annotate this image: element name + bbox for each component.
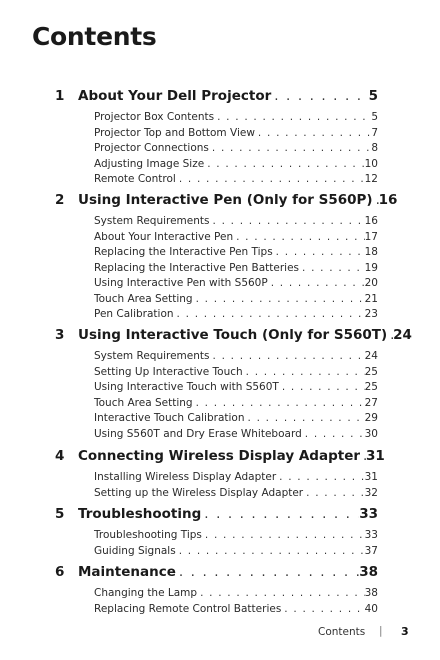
- section-page-number: 37: [364, 544, 378, 557]
- toc-section-entry[interactable]: [94, 215, 378, 230]
- toc-section-entry[interactable]: [94, 350, 378, 365]
- section-title: About Your Interactive Pen: [94, 230, 234, 243]
- section-title: Adjusting Image Size: [94, 157, 205, 170]
- section-title: Projector Top and Bottom View: [94, 126, 255, 139]
- toc-section-entry[interactable]: [94, 587, 378, 602]
- toc-section-entry[interactable]: [94, 277, 378, 292]
- toc-section-entry[interactable]: [94, 529, 378, 544]
- dot-leader: [197, 587, 365, 599]
- dot-leader: [273, 246, 365, 258]
- dot-leader: [255, 127, 371, 139]
- dot-leader: [210, 215, 365, 227]
- toc-section-entry[interactable]: [94, 231, 378, 246]
- toc-chapter-entry[interactable]: [55, 506, 378, 526]
- dot-leader: [210, 350, 365, 362]
- section-title: Replacing the Interactive Pen Batteries: [94, 261, 300, 274]
- toc-section-entry[interactable]: [94, 428, 378, 443]
- chapter-page-number: 38: [359, 564, 378, 580]
- section-page-number: 12: [364, 173, 378, 185]
- dot-leader: [176, 173, 365, 185]
- section-page-number: 25: [364, 365, 378, 378]
- dot-leader: [202, 529, 365, 541]
- section-title: Remote Control: [94, 173, 176, 185]
- section-title: Setting up the Wireless Display Adapter: [94, 486, 304, 499]
- section-title: Using Interactive Pen with S560P: [94, 277, 268, 289]
- toc-section-entry[interactable]: [94, 381, 378, 396]
- dot-leader: [243, 366, 365, 378]
- dot-leader: [276, 471, 364, 483]
- toc-section-entry[interactable]: [94, 158, 378, 173]
- toc-section-entry[interactable]: [94, 397, 378, 412]
- toc-section-entry[interactable]: [94, 142, 378, 157]
- dot-leader: [176, 564, 359, 580]
- chapter-title: Troubleshooting: [78, 506, 202, 522]
- section-page-number: 29: [364, 412, 378, 424]
- dot-leader: [174, 308, 365, 320]
- section-title: Using Interactive Touch with S560T: [94, 381, 279, 393]
- chapter-page-number: 31: [366, 448, 385, 464]
- dot-leader: [193, 397, 365, 409]
- dot-leader: [281, 603, 364, 615]
- dot-leader: [201, 506, 359, 522]
- dot-leader: [303, 487, 364, 499]
- dot-leader: [204, 158, 364, 170]
- toc-section-entry[interactable]: [94, 366, 378, 381]
- toc-section-entry[interactable]: [94, 308, 378, 323]
- chapter-number: 5: [55, 506, 65, 522]
- chapter-title: Connecting Wireless Display Adapter: [78, 448, 361, 464]
- footer-section-label: Contents: [318, 626, 366, 638]
- section-title: Troubleshooting Tips: [94, 529, 202, 541]
- section-title: Replacing Remote Control Batteries: [94, 602, 282, 615]
- toc-chapter-entry[interactable]: [55, 564, 378, 584]
- section-title: Guiding Signals: [94, 544, 176, 557]
- section-page-number: 10: [364, 157, 378, 170]
- chapter-page-number: 24: [393, 327, 412, 343]
- section-title: Projector Box Contents: [94, 111, 215, 123]
- page-title: Contents: [32, 22, 157, 51]
- section-title: Replacing the Interactive Pen Tips: [94, 246, 273, 258]
- section-page-number: 27: [364, 396, 378, 409]
- dot-leader: [193, 293, 365, 305]
- toc-section-entry[interactable]: [94, 173, 378, 188]
- chapter-number: 1: [55, 88, 65, 104]
- section-title: System Requirements: [94, 215, 210, 227]
- dot-leader: [176, 545, 365, 557]
- dot-leader: [233, 231, 365, 243]
- chapter-title: Maintenance: [78, 564, 176, 580]
- section-title: System Requirements: [94, 350, 210, 362]
- chapter-number: 3: [55, 327, 65, 343]
- toc-section-entry[interactable]: [94, 412, 378, 427]
- dot-leader: [299, 262, 365, 274]
- toc-chapter-entry[interactable]: [55, 448, 385, 468]
- toc-section-entry[interactable]: [94, 293, 378, 308]
- footer-separator: |: [379, 625, 383, 637]
- chapter-number: 4: [55, 448, 65, 464]
- section-page-number: 32: [364, 486, 378, 499]
- section-page-number: 31: [364, 471, 378, 483]
- section-title: Pen Calibration: [94, 308, 174, 320]
- page-footer: [0, 626, 440, 642]
- section-page-number: 23: [364, 308, 378, 320]
- section-page-number: 5: [371, 111, 378, 123]
- section-page-number: 8: [371, 142, 378, 154]
- dot-leader: [209, 142, 371, 154]
- section-title: Touch Area Setting: [94, 396, 193, 409]
- section-page-number: 24: [364, 350, 378, 362]
- section-page-number: 38: [364, 587, 378, 599]
- toc-section-entry[interactable]: [94, 545, 378, 560]
- section-title: Setting Up Interactive Touch: [94, 365, 243, 378]
- section-title: Using S560T and Dry Erase Whiteboard: [94, 427, 302, 440]
- chapter-page-number: 5: [368, 88, 378, 104]
- section-page-number: 7: [371, 126, 378, 139]
- section-page-number: 33: [364, 529, 378, 541]
- section-page-number: 21: [364, 292, 378, 305]
- toc-section-entry[interactable]: [94, 262, 378, 277]
- section-title: Interactive Touch Calibration: [94, 412, 245, 424]
- chapter-number: 2: [55, 192, 65, 208]
- toc-section-entry[interactable]: [94, 111, 378, 126]
- dot-leader: [214, 111, 371, 123]
- toc-section-entry[interactable]: [94, 487, 378, 502]
- chapter-title: Using Interactive Pen (Only for S560P): [78, 192, 373, 208]
- toc-chapter-entry[interactable]: [55, 192, 398, 212]
- section-page-number: 16: [364, 215, 378, 227]
- dot-leader: [302, 428, 365, 440]
- chapter-number: 6: [55, 564, 65, 580]
- toc-section-entry[interactable]: [94, 246, 378, 261]
- toc-section-entry[interactable]: [94, 127, 378, 142]
- section-title: Projector Connections: [94, 142, 209, 154]
- section-page-number: 19: [364, 261, 378, 274]
- toc-section-entry[interactable]: [94, 471, 378, 486]
- section-title: Touch Area Setting: [94, 292, 193, 305]
- chapter-page-number: 33: [359, 506, 378, 522]
- dot-leader: [271, 88, 368, 104]
- chapter-title: About Your Dell Projector: [78, 88, 272, 104]
- chapter-page-number: 16: [378, 192, 398, 208]
- section-page-number: 17: [364, 230, 378, 243]
- section-page-number: 18: [364, 246, 378, 258]
- dot-leader: [268, 277, 365, 289]
- dot-leader: [279, 381, 365, 393]
- section-page-number: 30: [364, 427, 378, 440]
- chapter-title: Using Interactive Touch (Only for S560T): [78, 327, 388, 343]
- section-page-number: 25: [364, 381, 378, 393]
- section-title: Changing the Lamp: [94, 587, 198, 599]
- section-page-number: 20: [364, 277, 378, 289]
- toc-section-entry[interactable]: [94, 603, 378, 618]
- section-title: Installing Wireless Display Adapter: [94, 471, 277, 483]
- section-page-number: 40: [364, 602, 378, 615]
- toc-chapter-entry[interactable]: [55, 88, 378, 108]
- toc-chapter-entry[interactable]: [55, 327, 412, 347]
- dot-leader: [245, 412, 365, 424]
- footer-page-number: 3: [401, 625, 409, 638]
